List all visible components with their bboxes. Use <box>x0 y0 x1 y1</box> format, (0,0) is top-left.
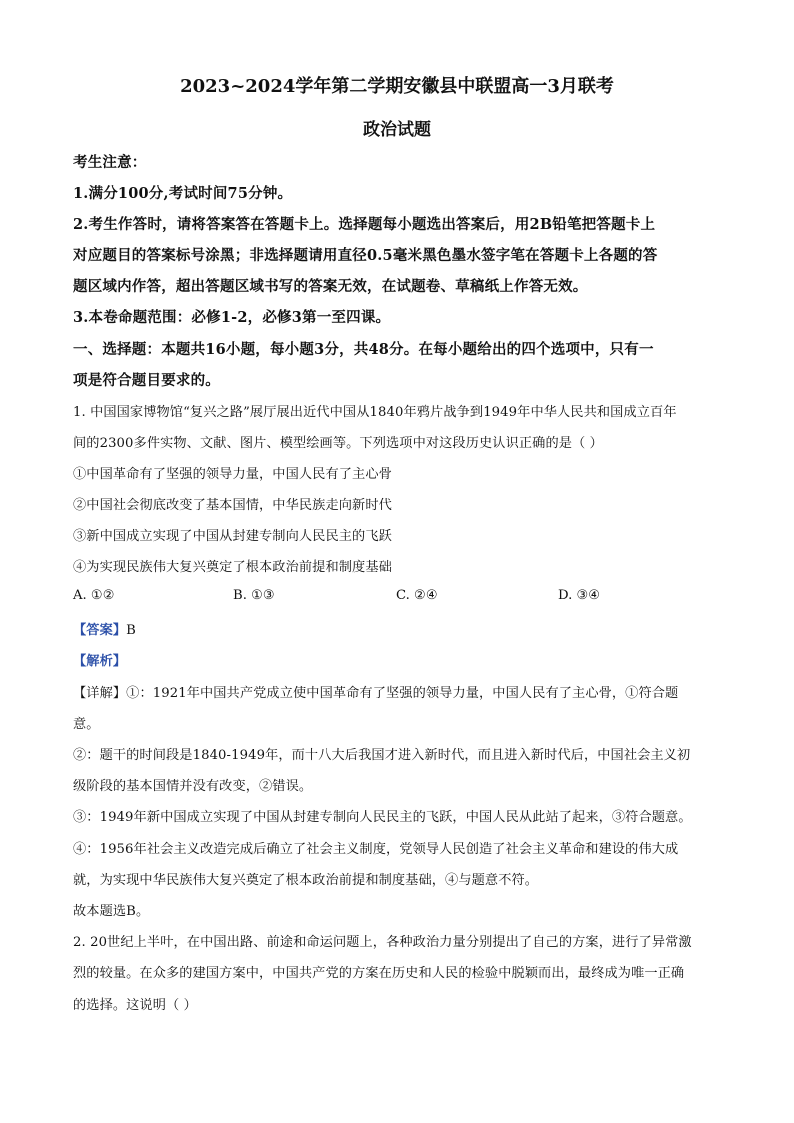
section-heading-line-2: 项是符合题目要求的。 <box>73 372 220 389</box>
q1-answer-line <box>73 619 723 638</box>
notice-item-2-line-1: 2.考生作答时，请将答案答在答题卡上。选择题每小题选出答案后，用2B铅笔把答题卡上 <box>73 216 656 233</box>
q1-detail-line-4: 级阶段的基本国情并没有改变，②错误。 <box>73 779 313 794</box>
answer-tag: 【答案】 <box>73 623 127 638</box>
answer-value: B <box>126 623 136 638</box>
q1-detail-line-7: 就，为实现中华民族伟大复兴奠定了根本政治前提和制度基础，④与题意不符。 <box>73 873 539 888</box>
page-title: 2023~2024学年第二学期安徽县中联盟高一3月联考 <box>180 76 614 97</box>
q1-detail-line-3: ②：题干的时间段是1840-1949年，而十八大后我国才进入新时代，而且进入新时代后，中国社会主义初 <box>73 748 691 763</box>
q1-option-c: C. ②④ <box>396 588 438 603</box>
q1-option-d: D. ③④ <box>558 588 601 603</box>
notice-item-2-line-2: 对应题目的答案标号涂黑；非选择题请用直径0.5毫米黑色墨水签字笔在答题卡上各题的答 <box>73 247 658 264</box>
q1-statement-1: ①中国革命有了坚强的领导力量，中国人民有了主心骨 <box>73 467 392 482</box>
q1-detail-line-1 <box>73 682 723 701</box>
q2-stem-line-1: 2. 20世纪上半叶，在中国出路、前途和命运问题上，各种政治力量分别提出了自己的方案，进行了异常激 <box>73 935 692 950</box>
q1-statement-3: ③新中国成立实现了中国从封建专制向人民民主的飞跃 <box>73 529 392 544</box>
notice-item-2-line-3: 题区域内作答，超出答题区域书写的答案无效，在试题卷、草稿纸上作答无效。 <box>73 278 588 295</box>
q1-statement-4: ④为实现民族伟大复兴奠定了根本政治前提和制度基础 <box>73 560 392 575</box>
analysis-tag: 【解析】 <box>73 654 127 669</box>
q1-detail-line-5: ③：1949年新中国成立实现了中国从封建专制向人民民主的飞跃，中国人民从此站了起来，③符合题意。 <box>73 810 692 825</box>
section-heading-line-1: 一、选择题：本题共16小题，每小题3分，共48分。在每小题给出的四个选项中，只有一 <box>73 341 654 358</box>
q1-option-b: B. ①③ <box>233 588 275 603</box>
q1-detail-line-2: 意。 <box>73 717 100 732</box>
q1-stem-line-1: 1. 中国国家博物馆“复兴之路”展厅展出近代中国从1840年鸦片战争到1949年中华人民共和国成立百年 <box>73 405 677 420</box>
q1-conclusion: 故本题选B。 <box>73 904 150 919</box>
q2-stem-line-2: 烈的较量。在众多的建国方案中，中国共产党的方案在历史和人民的检验中脱颖而出，最终成为唯一正确 <box>73 966 685 981</box>
q2-stem-line-3: 的选择。这说明（ ） <box>73 998 197 1013</box>
page-subtitle: 政治试题 <box>363 120 431 140</box>
notice-item-3: 3.本卷命题范围：必修1-2，必修3第一至四课。 <box>73 309 391 326</box>
q1-detail-line-6: ④：1956年社会主义改造完成后确立了社会主义制度，党领导人民创造了社会主义革命和建设的伟大成 <box>73 842 679 857</box>
q1-analysis-line <box>73 650 723 669</box>
q1-option-a: A. ①② <box>73 588 115 603</box>
detail-text: ①：1921年中国共产党成立使中国革命有了坚强的领导力量，中国人民有了主心骨，①符合题 <box>126 686 679 701</box>
notice-item-1: 1.满分100分,考试时间75分钟。 <box>73 185 293 202</box>
q1-statement-2: ②中国社会彻底改变了基本国情，中华民族走向新时代 <box>73 498 392 513</box>
notice-heading: 考生注意： <box>73 154 147 171</box>
q1-stem-line-2: 间的2300多件实物、文献、图片、模型绘画等。下列选项中对这段历史认识正确的是（ ） <box>73 436 603 451</box>
detail-tag: 【详解】 <box>73 686 127 701</box>
